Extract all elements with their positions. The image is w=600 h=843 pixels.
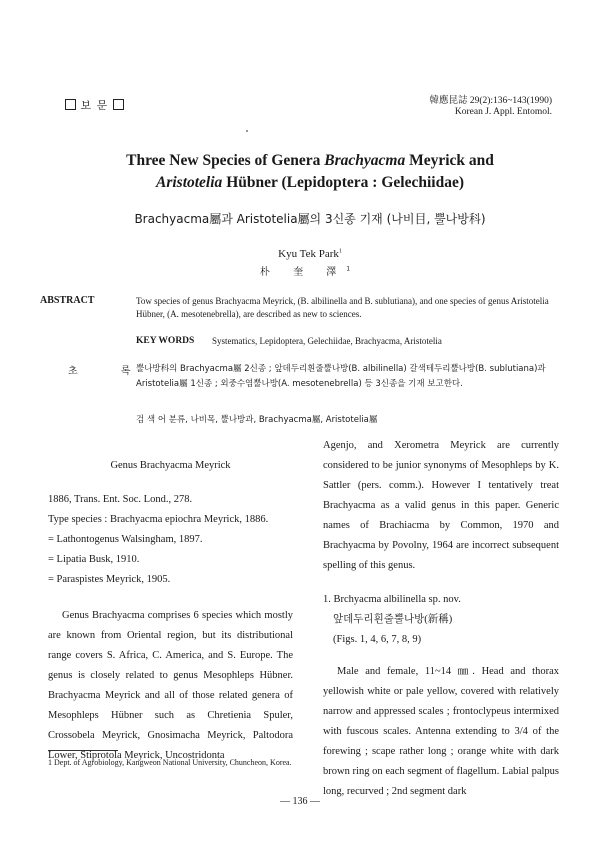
synonymy-paragraph: Agenjo, and Xerometra Meyrick are currently considered to be junior synonyms of Mesophleps by K. Sattler (pers. comm.). However I tentatively treat Brachyacma as a valid genus in this paper. Generic names of Brachiacma by Common, 1970 and Brachyacma by Povolny, 1964 are incorrect subsequent spelling of this genus. [323, 440, 559, 571]
section-label: 보 문 [65, 97, 124, 113]
journal-name: Korean J. Appl. Entomol. [454, 107, 552, 117]
right-column [323, 436, 559, 802]
page-number: — 136 — [280, 796, 320, 807]
keywords-text: Systematics, Lepidoptera, Gelechiidae, Brachyacma, Aristotelia [212, 336, 442, 346]
species-description: Male and female, 11~14 ㎜. Head and thorax yellowish white or pale yellow, covered with relatively narrow and appressed scales ; frontoclypeus intermixed with fuscous scales. Antenna extending to 3/4 of the forewing ; scape rather long ; orange white with dark brown ring on each segment of flagellum. Labial palpus long, recurved ; 2nd segment dark [323, 666, 559, 797]
korean-keywords: 검 색 어 분류, 나비목, 뿔나방과, Brachyacma屬, Aristotelia屬 [136, 415, 378, 425]
korean-abstract-label: 초 록 [68, 366, 151, 377]
checkbox-icon [65, 99, 76, 110]
abstract-label: ABSTRACT [40, 295, 95, 306]
synonym-3: = Paraspistes Meyrick, 1905. [48, 574, 171, 585]
left-column [48, 456, 293, 766]
checkbox-icon [113, 99, 124, 110]
genus-heading: Genus Brachyacma Meyrick [110, 460, 231, 471]
author-name: Kyu Tek Park$^1$ [278, 248, 342, 260]
species-korean-name: 앞데두리흰줄뿔나방(新稱) [333, 614, 453, 625]
journal-citation [429, 96, 552, 118]
korean-title: Brachyacma屬과 Aristotelia屬의 3신종 기재 (나비目, 뿔나방科) [134, 212, 486, 226]
synonym-2: = Lipatia Busk, 1910. [48, 554, 140, 565]
journal-line: 韓應昆誌 29(2):136~143(1990) [429, 96, 552, 106]
author-affiliation-footnote: 1 Dept. of Agrobiology, Kangweon National University, Chuncheon, Korea. [48, 758, 292, 767]
figure-reference: (Figs. 1, 4, 6, 7, 8, 9) [333, 634, 422, 645]
genus-body-text: Genus Brachyacma comprises 6 species which mostly are known from Oriental region, but its distributional range covers S. Africa, C. America, and S. Europe. The genus is closely related to genus Mesophleps Hübner. Brachyacma Meyrick and all of those related genera of Mesophleps Hübner such as Chretienia Spuler, Crossobela Meyrick, Gnosimacha Meyrick, Paltodora Lower, Stiprotola Meyrick, Uncostridonta [48, 610, 293, 761]
abstract-text: Tow species of genus Brachyacma Meyrick, (B. albilinella and B. sublutiana), and one species of genus Aristotelia Hübner, (A. mesotenebrella), are described as new to sciences. [136, 296, 549, 319]
species-heading: 1. Brchyacma albilinella sp. nov. [323, 594, 461, 605]
paper-title: Three New Species of Genera Brachyacma Meyrick and Aristotelia Hübner (Lepidoptera : Gelechiidae) [126, 152, 494, 191]
keywords-label: KEY WORDS [136, 336, 195, 346]
type-species: Type species : Brachyacma epiochra Meyrick, 1886. [48, 514, 269, 525]
speck [246, 130, 248, 132]
footnote-divider [48, 750, 118, 751]
synonym-1: = Lathontogenus Walsingham, 1897. [48, 534, 203, 545]
citation-line: 1886, Trans. Ent. Soc. Lond., 278. [48, 494, 193, 505]
author-name-korean: 朴 奎 澤$^1$ [259, 265, 361, 278]
korean-abstract-text: 뿔나방科의 Brachyacma屬 2신종 ; 앞데두리흰줄뿔나방(B. albilinella) 갈색테두리뿔나방(B. sublutiana)과 Aristotelia屬 1신종 ; 외중수염뿔나방(A. mesotenebrella) 등 3신종을 기재 보고한다. [136, 364, 546, 389]
